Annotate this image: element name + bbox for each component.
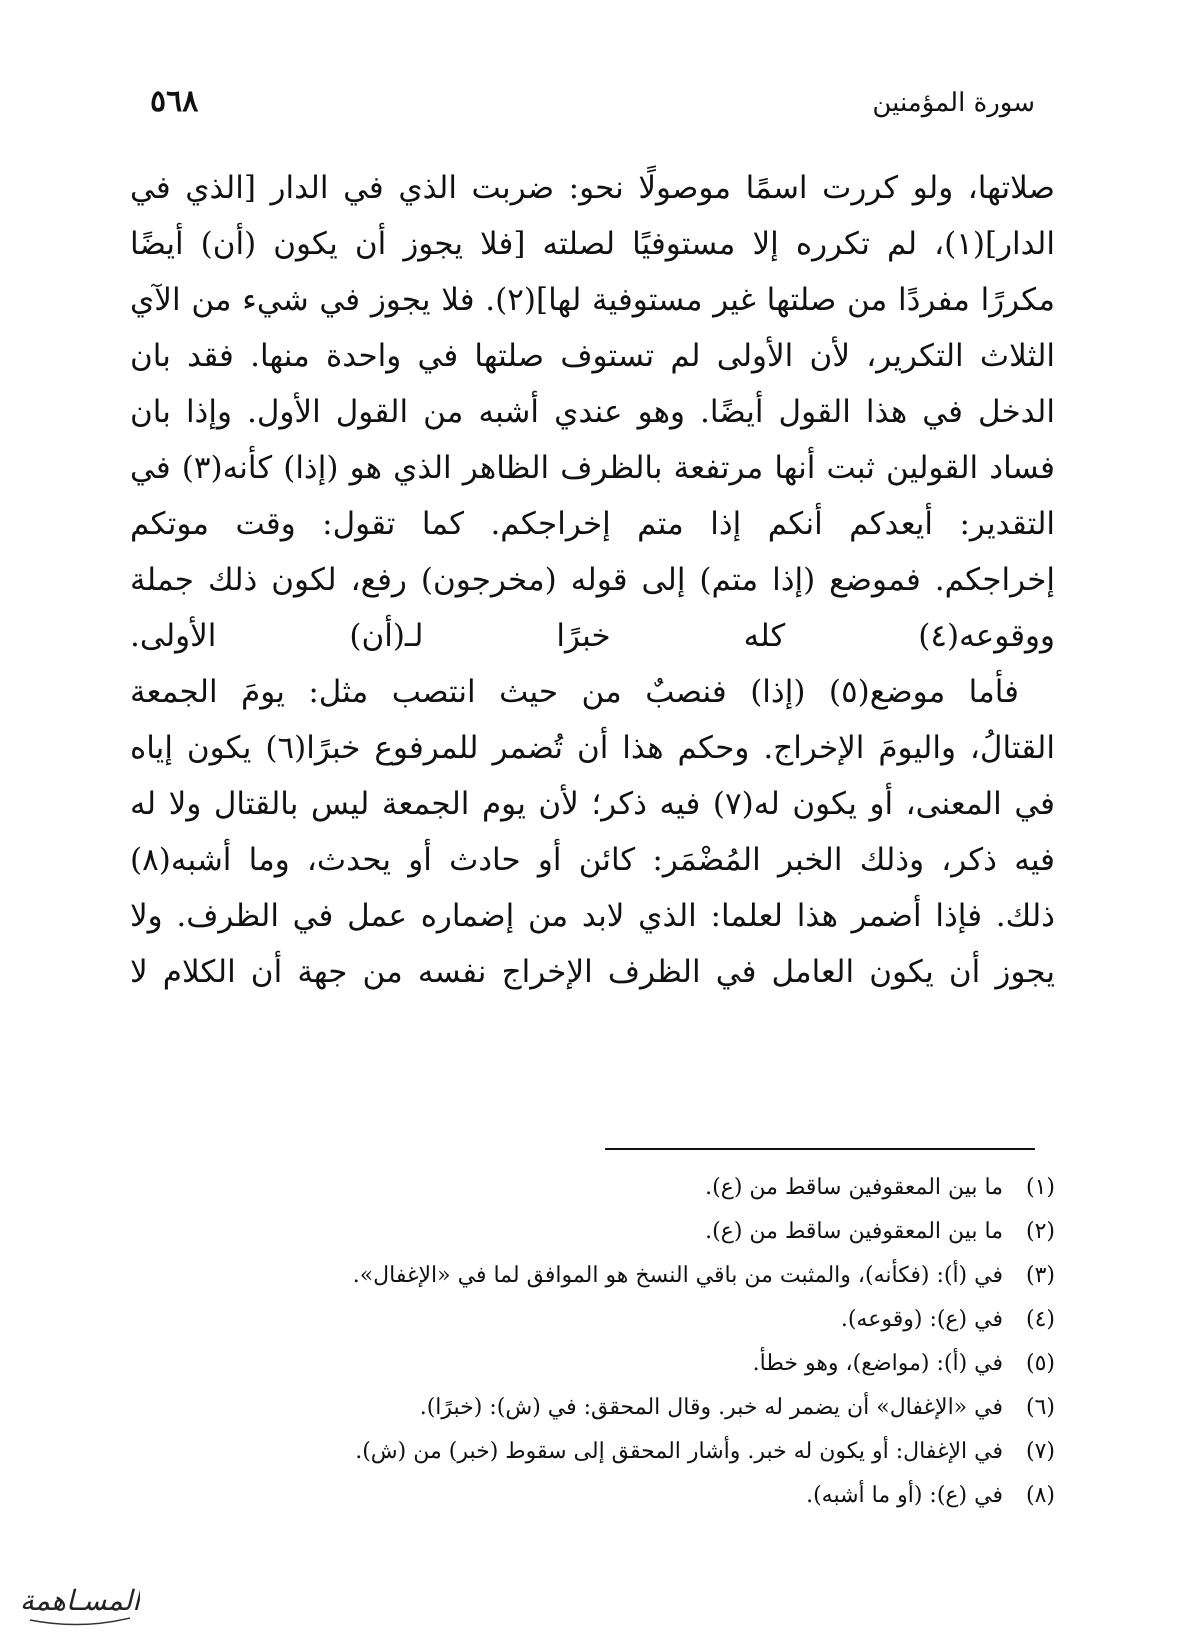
text-line: في المعنى، أو يكون له(٧) فيه ذكر؛ لأن يوم الجمعة ليس بالقتال ولا له [130,786,1055,822]
footnote-text: في (ع): (وقوعه). [840,1307,1003,1332]
footnote-number: (٧) [1025,1439,1055,1464]
text-line: الدار](١)، لم تكرره إلا مستوفيًا لصلته [فلا يجوز أن يكون (أن) أيضًا [130,226,1055,262]
paragraph-2 [130,664,1055,1000]
footnote-text: في «الإغفال» أن يضمر له خبر. وقال المحقق: في (ش): (خبرًا). [419,1395,1003,1420]
footnote-text: في (ع): (أو ما أشبه). [806,1483,1003,1508]
footnote [130,1386,1055,1430]
footnote-number: (٤) [1025,1307,1055,1332]
footnote-number: (٥) [1025,1351,1055,1376]
footnote [130,1298,1055,1342]
footnote-number: (٦) [1025,1395,1055,1420]
text-line: ووقوعه(٤) كله خبرًا لـ(أن) الأولى. [130,618,1055,654]
text-line: مكررًا مفردًا من صلتها غير مستوفية لها](٢). فلا يجوز في شيء من الآي [130,282,1055,318]
paragraph-1 [130,160,1055,664]
text-line: فساد القولين ثبت أنها مرتفعة بالظرف الظاهر الذي هو (إذا) كأنه(٣) في [130,450,1056,486]
footnote-number: (١) [1025,1175,1055,1200]
page-header [150,84,1035,119]
footnote [130,1254,1055,1298]
text-line: فيه ذكر، وذلك الخبر المُضْمَر: كائن أو حادث أو يحدث، وما أشبه(٨) [130,842,1055,878]
footnote-number: (٣) [1025,1263,1055,1288]
footnote-text: ما بين المعقوفين ساقط من (ع). [705,1219,1003,1244]
text-line: التقدير: أيعدكم أنكم إذا متم إخراجكم. كما تقول: وقت موتكم [130,506,1055,542]
logo-calligraphy-icon [20,1572,140,1632]
main-text [130,160,1055,1000]
page-number: ٥٦٨ [150,84,199,119]
surah-title: سورة المؤمنين [872,88,1035,118]
footnote [130,1166,1055,1210]
footnote-text: في الإغفال: أو يكون له خبر. وأشار المحقق إلى سقوط (خبر) من (ش). [355,1439,1003,1464]
logo-text: المسـاهمة [20,1584,140,1617]
footnotes [130,1166,1055,1518]
footnote-text: ما بين المعقوفين ساقط من (ع). [705,1175,1003,1200]
footnote-separator [605,1148,1035,1150]
text-line: فأما موضع(٥) (إذا) فنصبٌ من حيث انتصب مثل: يومَ الجمعة [130,674,1019,710]
text-line: القتالُ، واليومَ الإخراج. وحكم هذا أن تُضمر للمرفوع خبرًا(٦) يكون إياه [130,730,1055,766]
footnote-number: (٢) [1025,1219,1055,1244]
text-line: صلاتها، ولو كررت اسمًا موصولًا نحو: ضربت الذي في الدار [الذي في [130,170,1055,206]
footnote [130,1210,1055,1254]
footnote [130,1342,1055,1386]
text-line: الدخل في هذا القول أيضًا. وهو عندي أشبه من القول الأول. وإذا بان [130,394,1055,430]
footnote-number: (٨) [1025,1483,1055,1508]
text-line: ذلك. فإذا أضمر هذا لعلما: الذي لابد من إضماره عمل في الظرف. ولا [130,898,1055,934]
text-line: يجوز أن يكون العامل في الظرف الإخراج نفسه من جهة أن الكلام لا [130,954,1055,990]
text-line: الثلاث التكرير، لأن الأولى لم تستوف صلتها في واحدة منها. فقد بان [130,338,1055,374]
footnote [130,1474,1055,1518]
footnote-text: في (أ): (مواضع)، وهو خطأ. [752,1351,1003,1376]
publisher-logo [20,1572,140,1632]
footnote-text: في (أ): (فكأنه)، والمثبت من باقي النسخ هو الموافق لما في «الإغفال». [352,1263,1003,1288]
footnote [130,1430,1055,1474]
text-line: إخراجكم. فموضع (إذا متم) إلى قوله (مخرجون) رفع، لكون ذلك جملة [130,562,1055,598]
